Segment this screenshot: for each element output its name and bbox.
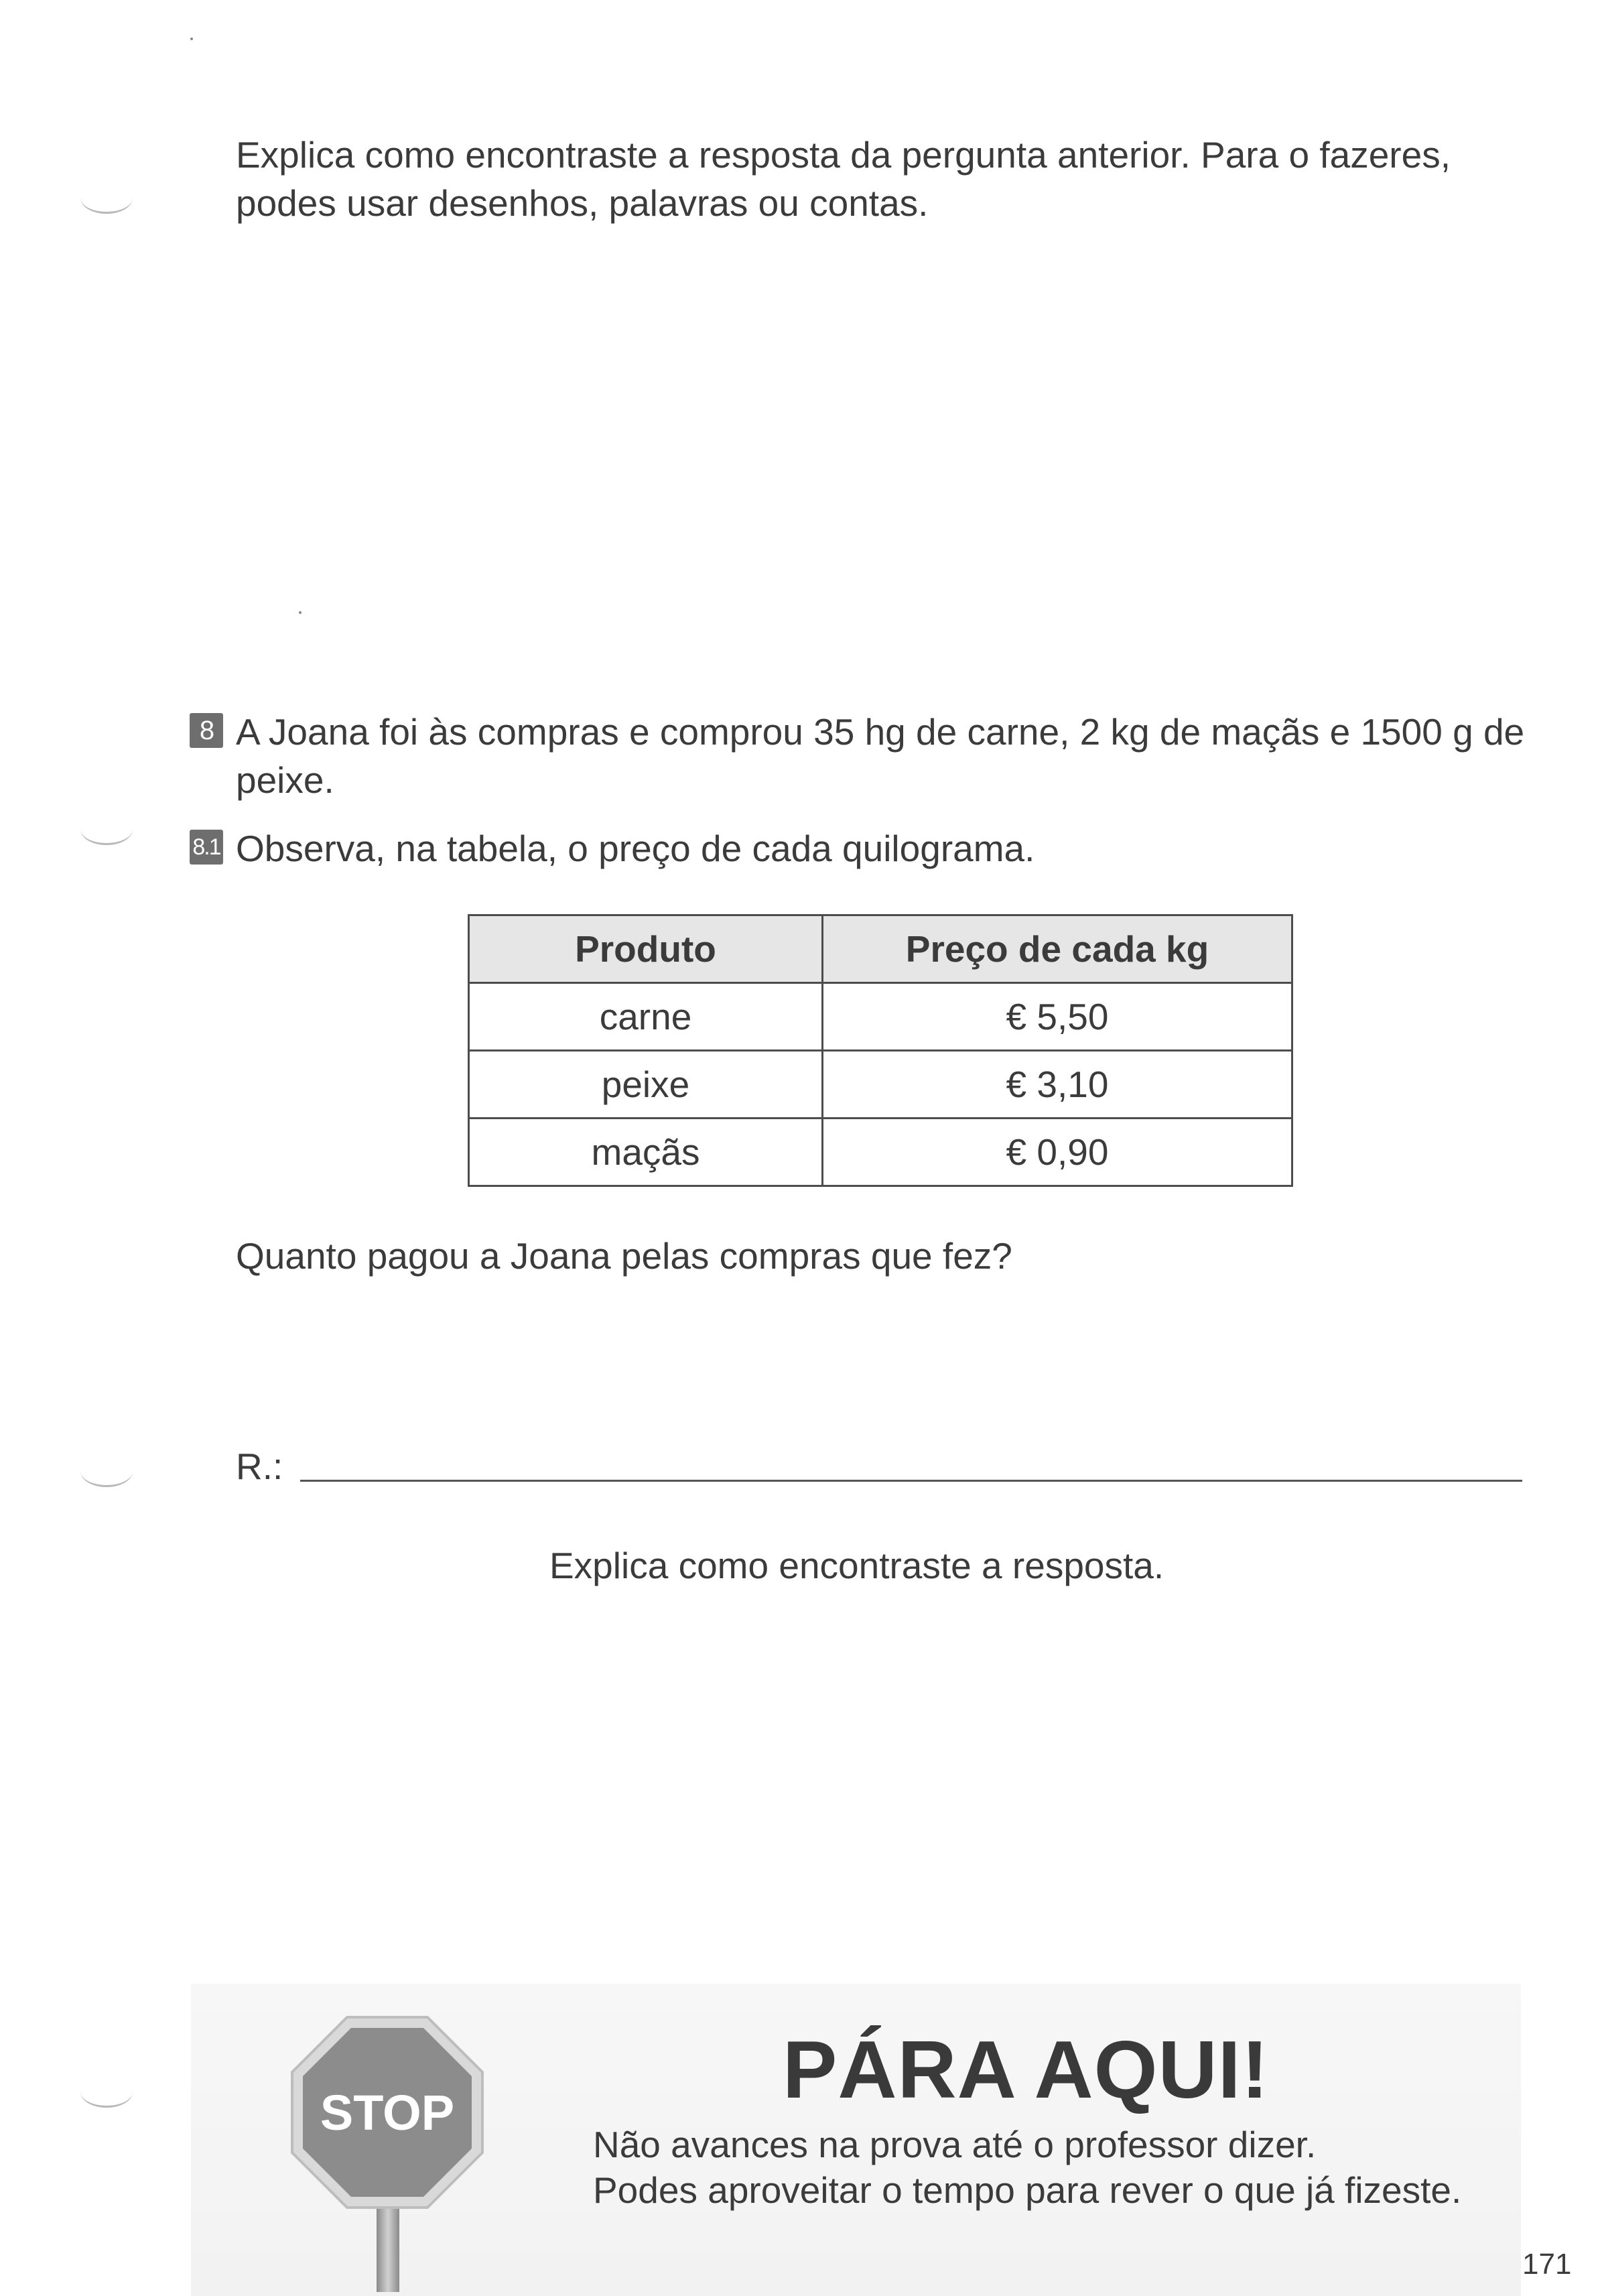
table-cell-price: € 3,10 [823, 1051, 1292, 1119]
question-8-1-text: Observa, na tabela, o preço de cada quilograma. [236, 828, 1035, 869]
stop-title: PÁRA AQUI! [783, 2024, 1270, 2115]
binder-hole-mark [80, 1461, 133, 1487]
answer-label: R.: [236, 1446, 283, 1487]
table-cell-product: carne [469, 983, 823, 1051]
table-header-product: Produto [469, 915, 823, 983]
question-8-line-1: A Joana foi às compras e comprou 35 hg de carne, 2 kg de maçãs e 1500 g de [236, 711, 1525, 753]
table-cell-product: peixe [469, 1051, 823, 1119]
intro-line-2: podes usar desenhos, palavras ou contas. [236, 182, 929, 224]
stop-line-1: Não avances na prova até o professor dizer. [593, 2124, 1317, 2165]
question-8-1-prompt: Quanto pagou a Joana pelas compras que fez? [236, 1235, 1012, 1277]
question-number-badge: 8 [190, 713, 223, 748]
stop-line-2: Podes aproveitar o tempo para rever o que já fizeste. [593, 2169, 1462, 2211]
table-header-price: Preço de cada kg [823, 915, 1292, 983]
answer-line[interactable] [300, 1480, 1522, 1482]
price-table [468, 914, 1293, 1187]
binder-hole-mark [80, 188, 133, 214]
table-row [469, 1119, 1292, 1186]
stop-sign-text: STOP [320, 2085, 455, 2141]
intro-line-1: Explica como encontraste a resposta da pergunta anterior. Para o fazeres, [236, 134, 1451, 176]
binder-hole-mark [80, 819, 133, 845]
table-cell-product: maçãs [469, 1119, 823, 1186]
scan-speck [299, 611, 302, 614]
question-8-line-2: peixe. [236, 759, 334, 801]
stop-sign-icon [281, 2011, 496, 2292]
explain-prompt: Explica como encontraste a resposta. [549, 1545, 1164, 1586]
binder-hole-mark [80, 2082, 133, 2108]
table-row [469, 1051, 1292, 1119]
table-cell-price: € 5,50 [823, 983, 1292, 1051]
table-header-row [469, 915, 1292, 983]
table-row [469, 983, 1292, 1051]
subquestion-number-badge: 8.1 [190, 830, 223, 865]
scan-speck [190, 38, 193, 40]
page-number: 171 [1522, 2248, 1572, 2281]
table-cell-price: € 0,90 [823, 1119, 1292, 1186]
